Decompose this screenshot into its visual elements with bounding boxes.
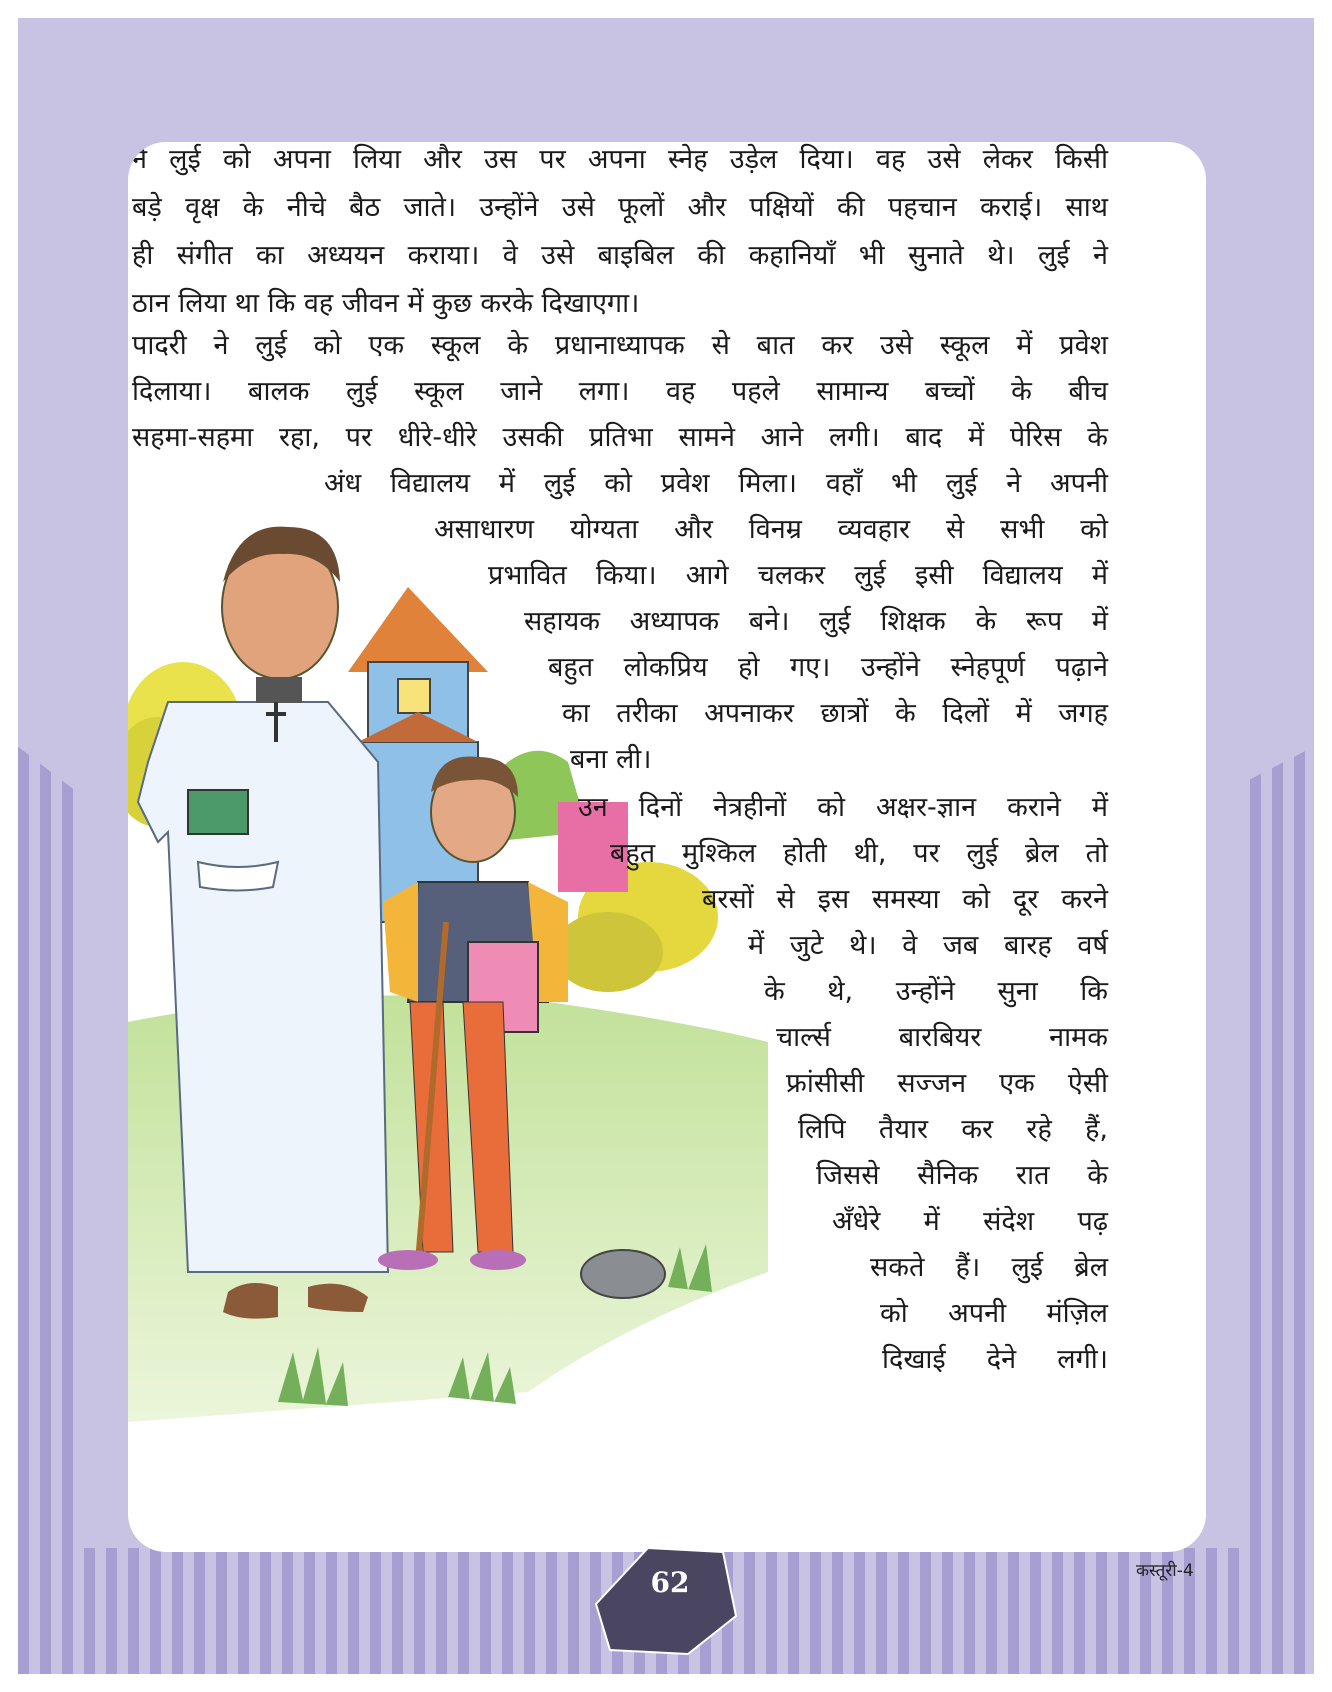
paragraph-1 (132, 142, 1108, 328)
text-line: बड़े वृक्ष के नीचे बैठ जाते। उन्होंने उसे फूलों और पक्षियों की पहचान कराई। साथ (132, 192, 1108, 223)
text-line: दिखाई देने लगी। (882, 1344, 1108, 1375)
text-line: जिससे सैनिक रात के (816, 1160, 1108, 1191)
text-line: सहमा-सहमा रहा, पर धीरे-धीरे उसकी प्रतिभा सामने आने लगी। बाद में पेरिस के (132, 422, 1108, 453)
text-line: बहुत लोकप्रिय हो गए। उन्होंने स्नेहपूर्ण पढ़ाने (548, 652, 1108, 683)
text-line: अँधेरे में संदेश पढ़ (832, 1206, 1108, 1237)
text-line: फ्रांसीसी सज्जन एक ऐसी (786, 1068, 1108, 1099)
text-line: दिलाया। बालक लुई स्कूल जाने लगा। वह पहले सामान्य बच्चों के बीच (132, 376, 1108, 407)
text-line: के थे, उन्होंने सुना कि (764, 976, 1108, 1007)
text-line: बरसों से इस समस्या को दूर करने (702, 884, 1108, 915)
text-line: प्रभावित किया। आगे चलकर लुई इसी विद्यालय में (488, 560, 1108, 591)
text-line: असाधारण योग्यता और विनम्र व्यवहार से सभी को (434, 514, 1108, 545)
text-line: का तरीका अपनाकर छात्रों के दिलों में जगह (562, 698, 1108, 729)
page-number: 62 (650, 1566, 690, 1599)
text-line: पादरी ने लुई को एक स्कूल के प्रधानाध्यापक से बात कर उसे स्कूल में प्रवेश (132, 330, 1108, 361)
text-line: ही संगीत का अध्ययन कराया। वे उसे बाइबिल की कहानियाँ भी सुनाते थे। लुई ने (132, 240, 1108, 271)
text-line: लिपि तैयार कर रहे हैं, (798, 1114, 1108, 1145)
text-line: बना ली। (570, 744, 652, 775)
text-line: ठान लिया था कि वह जीवन में कुछ करके दिखाएगा। (132, 288, 640, 319)
content-card (128, 142, 1206, 1552)
text-line: में जुटे थे। वे जब बारह वर्ष (748, 930, 1108, 961)
text-line: बहुत मुश्किल होती थी, पर लुई ब्रेल तो (610, 838, 1108, 869)
page-number-tab (588, 1546, 738, 1658)
text-line: उन दिनों नेत्रहीनों को अक्षर-ज्ञान कराने में (578, 792, 1108, 823)
text-line: अंध विद्यालय में लुई को प्रवेश मिला। वहाँ भी लुई ने अपनी (324, 468, 1108, 499)
text-line: सकते हैं। लुई ब्रेल (870, 1252, 1108, 1283)
text-line: ने लुई को अपना लिया और उस पर अपना स्नेह उड़ेल दिया। वह उसे लेकर किसी (132, 144, 1108, 175)
text-line: को अपनी मंज़िल (880, 1298, 1108, 1329)
book-label: कस्तूरी-4 (1136, 1561, 1194, 1581)
text-line: चार्ल्स बारबियर नामक (776, 1022, 1108, 1053)
text-line: सहायक अध्यापक बने। लुई शिक्षक के रूप में (524, 606, 1108, 637)
